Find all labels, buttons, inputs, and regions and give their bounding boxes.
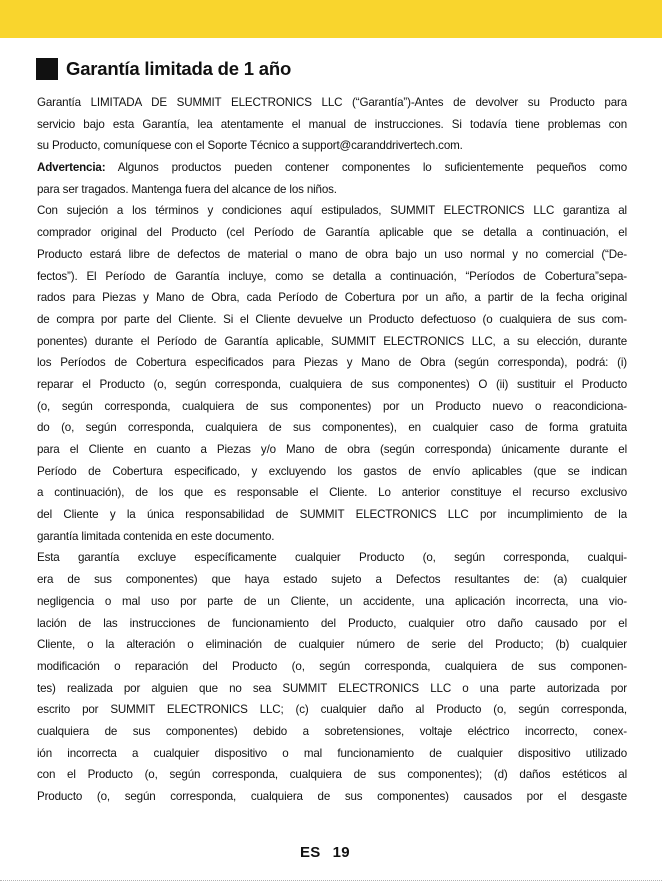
section-title: Garantía limitada de 1 año [66, 58, 292, 79]
text-line: Producto estará libre de defectos de material o mano de obra bajo un uso normal y no comercial (“De- [37, 247, 627, 261]
text-line: comprador original del Producto (cel Período de Garantía aplicable que se detalla a continuación, el [37, 226, 627, 240]
text-line: Con sujeción a los términos y condiciones aquí estipulados, SUMMIT ELECTRONICS LLC garantiza al [37, 204, 627, 218]
text-line: su Producto, comuníquese con el Soporte Técnico a support@caranddrivertech.com. [37, 139, 463, 153]
text-line: tes) realizada por alguien que no sea SUMMIT ELECTRONICS LLC o una parte autorizada por [37, 681, 627, 695]
text-line: garantía limitada contenida en este documento. [37, 529, 275, 543]
language-code: ES [300, 844, 321, 861]
text-line: negligencia o mal uso por parte de un Cliente, un accidente, una aplicación incorrecta, una vio- [37, 594, 627, 608]
text-line: rados para Piezas y Mano de Obra, cada Período de Cobertura por un año, a partir de la fecha original [37, 291, 627, 305]
warning-line [37, 157, 627, 179]
text-line: era de sus componentes) que haya estado sujeto a Defectos resultantes de: (a) cualquier [37, 573, 627, 587]
text-line: de compra por parte del Cliente. Si el Cliente devuelve un Producto defectuoso (o cualquiera de sus com- [37, 312, 627, 326]
text-line: del Cliente y la única responsabilidad de SUMMIT ELECTRONICS LLC por incumplimiento de la [37, 508, 627, 522]
text-line: servicio bajo esta Garantía, lea atentamente el manual de instrucciones. Si todavía tiene problemas con [37, 117, 627, 131]
text-line: modificación o reparación del Producto (o, según corresponda, cualquiera de sus componen- [37, 659, 627, 673]
text-line: reparar el Producto (o, según corresponda, cualquiera de sus componentes) O (ii) sustituir el Producto [37, 377, 627, 391]
text-line: Esta garantía excluye específicamente cualquier Producto (o, según corresponda, cualqui- [37, 551, 627, 565]
page-footer [300, 844, 350, 861]
warning-label: Advertencia: [37, 161, 106, 175]
text-line: los Períodos de Cobertura especificados para Piezas y Mano de Obra (según corresponda), podrá: (i) [37, 356, 627, 370]
text-line: ponentes) durante el Período de Garantía aplicable, SUMMIT ELECTRONICS LLC, a su elección, durante [37, 334, 627, 348]
text-line: para ser tragados. Mantenga fuera del alcance de los niños. [37, 182, 337, 196]
text-line: ión incorrecta a cualquier dispositivo o mal funcionamiento de cualquier dispositivo utilizado [37, 746, 627, 760]
text-line: Garantía LIMITADA DE SUMMIT ELECTRONICS LLC (“Garantía”)-Antes de devolver su Producto para [37, 96, 627, 109]
text-line: (o, según corresponda, cualquiera de sus componentes) por un Producto nuevo o reacondiciona- [37, 399, 627, 413]
text-line: Período de Cobertura especificado, y excluyendo los gastos de envío aplicables (que se indican [37, 464, 627, 478]
text-line: lación de las instrucciones de funcionamiento del Producto, cualquier otro daño causado por el [37, 616, 627, 630]
bottom-divider [0, 880, 662, 881]
text-line: para el Cliente en cuanto a Piezas y/o Mano de obra (según corresponda) únicamente durante el [37, 443, 627, 456]
text-line: escrito por SUMMIT ELECTRONICS LLC; (c) cualquier daño al Producto (o, según corresponda, [37, 703, 627, 717]
section-heading [36, 58, 291, 80]
text-line: a continuación), de los que es responsable el Cliente. Lo anterior constituye el recurso exclusivo [37, 486, 627, 500]
text-line: do (o, según corresponda, cualquiera de sus componentes), en cualquier caso de forma gratuita [37, 421, 627, 435]
text-line: fectos”). El Período de Garantía incluye, como se detalla a continuación, “Períodos de Cobertura”sepa- [37, 269, 627, 283]
warranty-body [37, 92, 627, 808]
text-line: Producto (o, según corresponda, cualquiera de sus componentes) causados por el desgaste [37, 790, 627, 803]
text-line: Cliente, o la alteración o eliminación de cualquier número de serie del Producto; (b) cualquier [37, 638, 627, 652]
page-number: 19 [332, 844, 350, 861]
top-accent-bar [0, 0, 662, 38]
text-line: cualquiera de sus componentes) debido a sobretensiones, voltaje eléctrico incorrecto, conex- [37, 724, 627, 738]
text-line: con el Producto (o, según corresponda, cualquiera de sus componentes); (d) daños estéticos al [37, 768, 627, 782]
heading-square-icon [36, 58, 58, 80]
warning-text: Algunos productos pueden contener componentes lo suficientemente pequeños como [117, 161, 627, 175]
